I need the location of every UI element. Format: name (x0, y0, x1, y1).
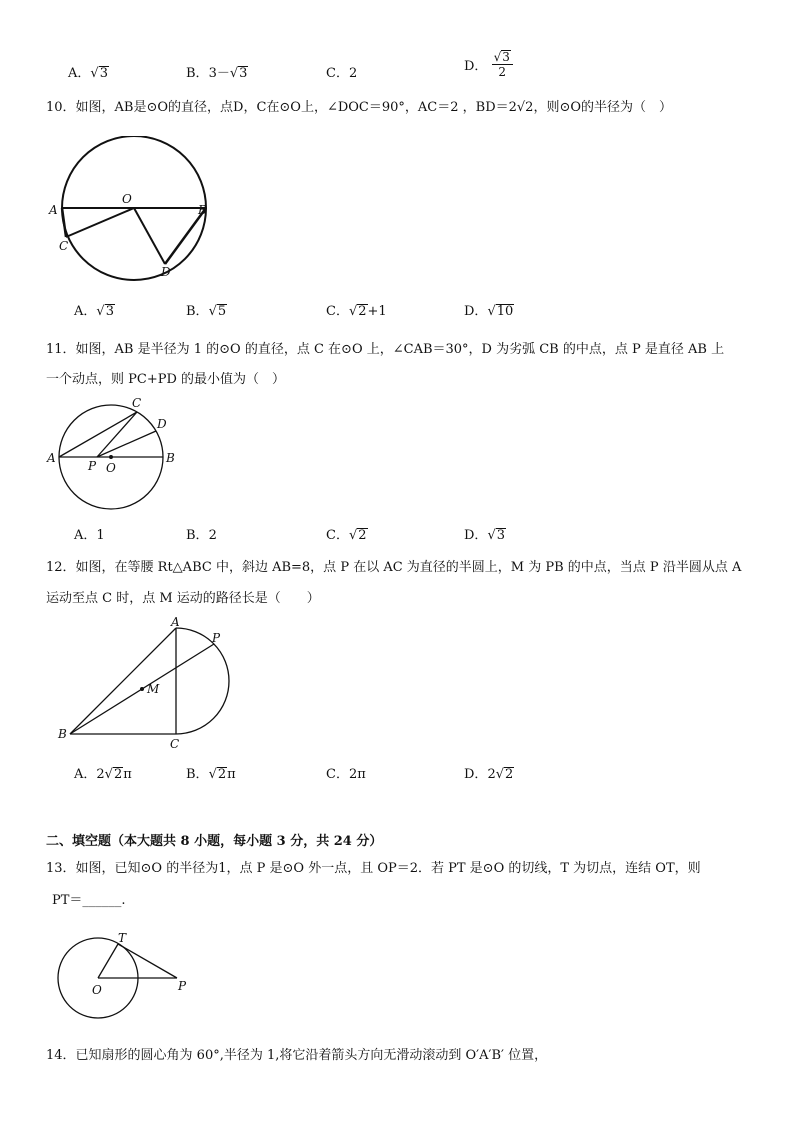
q10-figure (48, 136, 220, 286)
q11-figure (44, 394, 184, 514)
q12-label-m: M (147, 682, 160, 696)
q10-label-a: A (49, 203, 58, 217)
q11-label-o: O (106, 461, 116, 475)
q9-option-c: C．2 (326, 66, 358, 81)
q12-semicircle (176, 628, 229, 734)
q10-label-b: B (198, 203, 207, 217)
q11-label-c: C (132, 396, 142, 410)
q11-label-b: B (166, 451, 175, 465)
q10-option-d: D．√10 (464, 304, 514, 319)
q11-stem-line1: 11．如图，AB 是半径为 1 的⊙O 的直径，点 C 在⊙O 上，∠CAB＝30°，D 为劣弧 CB 的中点，点 P 是直径 AB 上 (46, 342, 725, 357)
q13-figure (50, 926, 200, 1026)
q13-stem-line1: 13．如图，已知⊙O 的半径为1，点 P 是⊙O 外一点，且 OP＝2．若 PT 是⊙O 的切线，T 为切点，连结 OT，则 (46, 861, 701, 876)
q12-stem-line2: 运动至点 C 时，点 M 运动的路径长是（ ） (46, 591, 320, 606)
q12-midpoint-m (140, 687, 144, 691)
q9-option-d: D． $\frac{√3}{2}$ (464, 50, 513, 79)
q14-stem: 14．已知扇形的圆心角为 60°,半径为 1,将它沿着箭头方向无滑动滚动到 O′A′B′ 位置， (46, 1048, 548, 1063)
q12-option-c: C．2π (326, 767, 366, 782)
q10-option-a: A．√3 (74, 304, 114, 319)
q10-segment-od (134, 208, 165, 264)
q11-option-a: A．1 (74, 528, 105, 543)
q13-segment-tp (118, 944, 177, 978)
q12-figure (54, 614, 244, 754)
fraction: $\frac{√3}{2}$ (492, 50, 513, 79)
q13-label-t: T (118, 931, 127, 945)
q13-label-p: P (178, 979, 187, 993)
q10-label-d: D (161, 265, 171, 279)
q11-segment-pc (97, 412, 137, 457)
q12-label-c: C (170, 737, 180, 751)
q11-option-d: D．√3 (464, 528, 506, 543)
q12-label-p: P (212, 631, 221, 645)
q13-stem-line2: PT＝______. (52, 893, 126, 908)
q11-segment-pd (97, 431, 156, 457)
q10-option-b: B．√5 (186, 304, 227, 319)
q9-option-b: B．3－√3 (186, 66, 248, 81)
q11-center-dot (109, 455, 113, 459)
q11-label-p: P (88, 459, 97, 473)
q11-option-b: B．2 (186, 528, 217, 543)
q12-stem-line1: 12．如图，在等腰 Rt△ABC 中，斜边 AB=8，点 P 在以 AC 为直径的半圆上，M 为 PB 的中点，当点 P 沿半圆从点 A (46, 560, 742, 575)
q12-option-a: A．2√2π (74, 767, 132, 782)
q13-segment-ot (98, 944, 118, 978)
q11-label-d: D (157, 417, 167, 431)
q12-segment-ba (70, 628, 176, 734)
q11-segment-ac (59, 412, 137, 457)
q10-label-o: O (122, 192, 132, 206)
q10-stem: 10．如图，AB是⊙O的直径，点D，C在⊙O上，∠DOC＝90°，AC＝2 ，BD＝2√2，则⊙O的半径为（ ） (46, 100, 673, 115)
q10-option-c: C．√2+1 (326, 304, 387, 319)
q11-label-a: A (47, 451, 56, 465)
q12-label-a: A (171, 615, 180, 629)
q10-segment-co (66, 208, 134, 237)
q12-option-b: B．√2π (186, 767, 236, 782)
q12-option-d: D．2√2 (464, 767, 514, 782)
section-heading: 二、填空题（本大题共 8 小题，每小题 3 分，共 24 分） (46, 834, 383, 849)
q9-option-a: A．√3 (68, 66, 108, 81)
q12-label-b: B (58, 727, 67, 741)
q11-option-c: C．√2 (326, 528, 367, 543)
q13-label-o: O (92, 983, 102, 997)
q11-stem-line2: 一个动点，则 PC+PD 的最小值为（ ） (46, 372, 286, 387)
q10-label-c: C (59, 239, 69, 253)
